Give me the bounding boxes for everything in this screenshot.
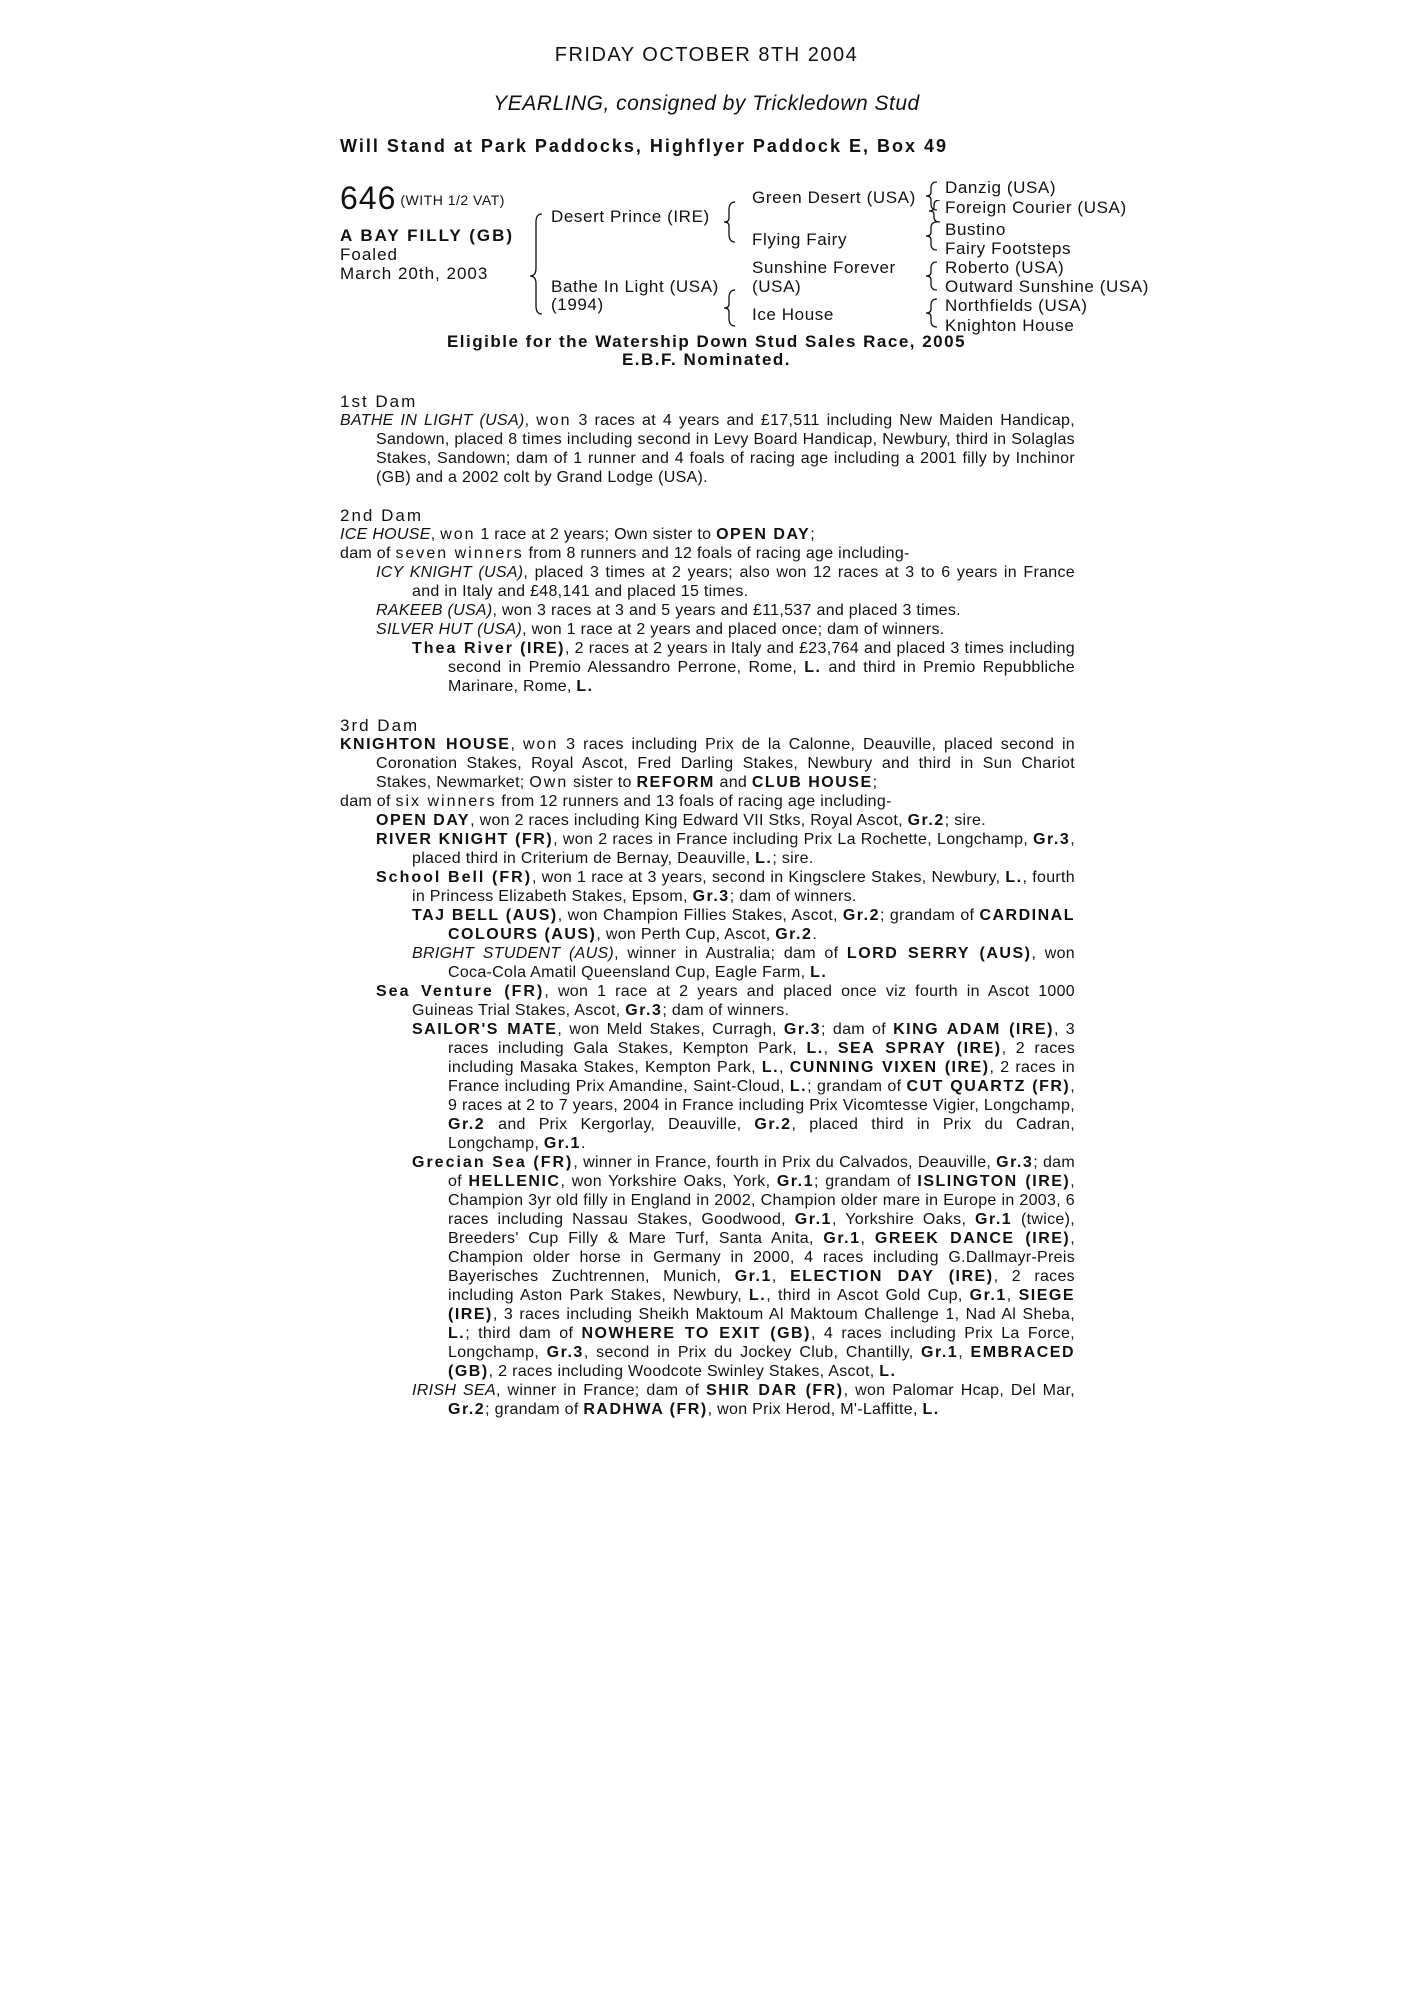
horse-description: [340, 226, 514, 283]
progeny-text: and Prix Kergorlay, Deauville,: [485, 1116, 755, 1133]
listed-mark: L.: [749, 1287, 767, 1304]
group-mark: Gr.2: [907, 812, 945, 829]
list-item: [376, 811, 1075, 830]
progeny-text: , 2 races including Masaka Stakes, Kempton Park,: [448, 1040, 1076, 1076]
progeny-text: , third in Ascot Gold Cup,: [766, 1287, 970, 1304]
second-dam-won: won: [440, 526, 476, 543]
progeny-text: , placed third in Criterium de Bernay, Deauville,: [412, 831, 1075, 867]
progeny-text: , won Yorkshire Oaks, York,: [560, 1173, 777, 1190]
dam-of-suffix: from 12 runners and 13 foals of racing age including-: [496, 793, 892, 810]
listed-mark: L.: [1005, 869, 1023, 886]
progeny-name: School Bell (FR): [376, 869, 533, 886]
pedigree-ss-dam: Foreign Courier (USA): [945, 198, 1127, 217]
group-mark: Gr.1: [969, 1287, 1007, 1304]
progeny-text: , fourth in Princess Elizabeth Stakes, Epsom,: [412, 869, 1075, 905]
progeny-name: ICY KNIGHT (USA): [376, 564, 524, 581]
progeny-name: RADHWA (FR): [583, 1401, 708, 1418]
sale-date: FRIDAY OCTOBER 8TH 2004: [554, 44, 859, 66]
progeny-name: SEA SPRAY (IRE): [837, 1040, 1002, 1057]
progeny-text: , 9 races at 2 to 7 years, 2004 in France including Prix Vicomtesse Vigier, Longchamp,: [448, 1078, 1075, 1114]
listed-mark: L.: [789, 1078, 808, 1095]
group-mark: Gr.3: [692, 888, 730, 905]
pedigree-sd-dam: Fairy Footsteps: [945, 239, 1072, 258]
pedigree-ds-sire: Roberto (USA): [945, 258, 1065, 277]
group-mark: Gr.2: [448, 1401, 486, 1418]
group-mark: Gr.1: [776, 1173, 814, 1190]
listed-mark: L.: [755, 850, 773, 867]
pedigree-dam-dam: Ice House: [752, 305, 834, 324]
progeny-name: TAJ BELL (AUS): [412, 907, 558, 924]
pedigree-sire-dam: Flying Fairy: [752, 230, 848, 249]
third-dam-progeny-summary: [340, 792, 1075, 811]
progeny-text: ; third dam of: [465, 1325, 582, 1342]
progeny-name: ISLINGTON (IRE): [917, 1173, 1071, 1190]
progeny-text: , won 1 race at 2 years and placed once viz fourth in Ascot 1000 Guineas Trial Stakes, Ascot,: [412, 983, 1076, 1019]
third-dam-text: 3 races including Prix de la Calonne, Deauville, placed second in Coronation Stakes, Royal Ascot, Fred Darling Stakes, Newbury and third in Sun Chariot Stakes, Newmarket;: [376, 736, 1076, 791]
group-mark: Gr.3: [625, 1002, 663, 1019]
listed-mark: L.: [922, 1401, 940, 1418]
progeny-text: , won Meld Stakes, Curragh,: [557, 1021, 784, 1038]
progeny-text: , won 2 races in France including Prix La Rochette, Longchamp,: [553, 831, 1034, 848]
first-dam-text: 3 races at 4 years and £17,511 including New Maiden Handicap, Sandown, placed 8 times including second in Levy Board Handicap, Newbury, third in Solaglas Stakes, Sandown; dam of 1 runner and 4 foals of racing age including a 2001 filly by Inchinor (GB) and a 2002 colt by Grand Lodge (USA).: [376, 412, 1075, 486]
progeny-text: , 2 races in France including Prix Amandine, Saint-Cloud,: [448, 1059, 1075, 1095]
progeny-text: ; dam of: [821, 1021, 894, 1038]
progeny-text: and third in Premio Repubbliche Marinare, Rome,: [448, 659, 1075, 695]
pedigree-sire-sire: Green Desert (USA): [752, 188, 916, 207]
group-mark: Gr.1: [794, 1211, 832, 1228]
progeny-text: , placed third in Prix du Cadran, Longchamp,: [448, 1116, 1075, 1152]
list-item: [376, 982, 1075, 1020]
progeny-text: , Champion older horse in Germany in 2000, 4 races including G.Dallmayr-Preis Bayerisches Zuchtrennen, Munich,: [448, 1230, 1075, 1285]
sibling-name: REFORM: [636, 774, 715, 791]
progeny-name: SHIR DAR (FR): [706, 1382, 844, 1399]
third-dam-won: won: [522, 736, 559, 753]
group-mark: Gr.2: [842, 907, 880, 924]
progeny-text: , winner in France, fourth in Prix du Calvados, Deauville,: [573, 1154, 997, 1171]
progeny-name: SAILOR'S MATE: [412, 1021, 558, 1038]
first-dam-title: 1st Dam: [340, 392, 418, 411]
list-item: [376, 601, 1075, 620]
second-dam-progeny-summary: [340, 544, 1075, 563]
third-dam-name: KNIGHTON HOUSE: [340, 736, 511, 753]
pedigree-brackets-gen3: [925, 178, 945, 338]
pedigree-dam-year: (1994): [551, 295, 604, 314]
progeny-name: KING ADAM (IRE): [893, 1021, 1054, 1038]
pedigree-dd-dam: Knighton House: [945, 316, 1075, 335]
sibling-name: CLUB HOUSE: [751, 774, 873, 791]
progeny-text: ; dam of: [448, 1154, 1075, 1190]
second-dam-name: ICE HOUSE: [340, 526, 431, 543]
vat-note: (WITH 1/2 VAT): [400, 192, 505, 208]
group-mark: Gr.2: [448, 1116, 486, 1133]
own-sister-label: Own: [529, 774, 569, 791]
stabling-location: Will Stand at Park Paddocks, Highflyer Paddock E, Box 49: [340, 136, 948, 156]
progeny-name: RIVER KNIGHT (FR): [376, 831, 554, 848]
second-dam-title: 2nd Dam: [340, 506, 423, 525]
group-mark: Gr.3: [1033, 831, 1071, 848]
pedigree-ss-sire: Danzig (USA): [945, 178, 1057, 197]
dam-of-winners: seven winners: [395, 545, 524, 562]
list-item: Grecian Sea (FR), winner in France, fourth in Prix du Calvados, Deauville, Gr.3; dam of HELLENIC, won Yorkshire Oaks, York, Gr.1; grandam of ISLINGTON (IRE), Champion 3yr old filly in England in 2002, Champion older mare in Europe in 2003, 6 races including Nassau Stakes, Goodwood, Gr.1, Yorkshire Oaks, Gr.1 (twice), Breeders' Cup Filly & Mare Turf, Santa Anita, Gr.1, GREEK DANCE (IRE), Champion older horse in Germany in 2000, 4 races including G.Dallmayr-Preis Bayerisches Zuchtrennen, Munich, Gr.1, ELECTION DAY (IRE), 2 races including Aston Park Stakes, Newbury, L., third in Ascot Gold Cup, Gr.1, SIEGE (IRE), 3 races including Sheikh Maktoum Al Maktoum Challenge 1, Nad Al Sheba, L.; third dam of NOWHERE TO EXIT (GB), 4 races including Prix La Force, Longchamp, Gr.3, second in Prix du Jockey Club, Chantilly, Gr.1, EMBRACED (GB), 2 races including Woodcote Swinley Stakes, Ascot, L.: [412, 1154, 1075, 1380]
list-item: [376, 868, 1075, 906]
dam-of-prefix: dam of: [340, 545, 396, 562]
list-item: [412, 1381, 1075, 1419]
second-dam-text: 1 race at 2 years; Own sister to: [475, 526, 717, 543]
group-mark: Gr.3: [783, 1021, 822, 1038]
group-mark: Gr.1: [734, 1268, 772, 1285]
dam-of-winners: six winners: [395, 793, 497, 810]
third-dam-section: [340, 716, 1075, 1419]
pedigree-dam-sire-suffix: (USA): [752, 277, 802, 296]
conjunction: and: [714, 774, 752, 791]
listed-mark: L.: [576, 678, 594, 695]
progeny-text: , second in Prix du Jockey Club, Chantilly,: [583, 1344, 922, 1361]
progeny-text: , 2 races at 2 years in Italy and £23,764 and placed 3 times including second in Premio Alessandro Perrone, Rome,: [448, 640, 1075, 676]
first-dam-record: BATHE IN LIGHT (USA), won 3 races at 4 years and £17,511 including New Maiden Handicap, Sandown, placed 8 times including second in Levy Board Handicap, Newbury, third in Solaglas Stakes, Sandown; dam of 1 runner and 4 foals of racing age including a 2001 filly by Inchinor (GB) and a 2002 colt by Grand Lodge (USA).: [340, 412, 1075, 486]
eligibility-sales-race: Eligible for the Watership Down Stud Sales Race, 2005: [446, 332, 967, 351]
progeny-text: (twice), Breeders' Cup Filly & Mare Turf, Santa Anita,: [448, 1211, 1075, 1247]
list-item: TAJ BELL (AUS), won Champion Fillies Stakes, Ascot, Gr.2; grandam of CARDINAL COLOURS (AUS), won Perth Cup, Ascot, Gr.2.: [412, 907, 1075, 943]
group-mark: Gr.1: [543, 1135, 581, 1152]
progeny-text: ; grandam of: [813, 1173, 918, 1190]
progeny-name: HELLENIC: [468, 1173, 561, 1190]
progeny-text: , 4 races including Prix La Force, Longchamp,: [448, 1325, 1075, 1361]
progeny-text: , won 3 races at 3 and 5 years and £11,537 and placed 3 times.: [492, 602, 961, 619]
progeny-text: , won Coca-Cola Amatil Queensland Cup, Eagle Farm,: [448, 945, 1076, 981]
dam-of-prefix: dam of: [340, 793, 396, 810]
list-item: SAILOR'S MATE, won Meld Stakes, Curragh, Gr.3; dam of KING ADAM (IRE), 3 races including Gala Stakes, Kempton Park, L., SEA SPRAY (IRE), 2 races including Masaka Stakes, Kempton Park, L., CUNNING VIXEN (IRE), 2 races in France including Prix Amandine, Saint-Cloud, L.; grandam of CUT QUARTZ (FR), 9 races at 2 to 7 years, 2004 in France including Prix Vicomtesse Vigier, Longchamp, Gr.2 and Prix Kergorlay, Deauville, Gr.2, placed third in Prix du Cadran, Longchamp, Gr.1.: [412, 1021, 1076, 1152]
listed-mark: L.: [806, 1040, 824, 1057]
progeny-name: Sea Venture (FR): [376, 983, 545, 1000]
second-dam-record: ICE HOUSE, won 1 race at 2 years; Own sister to OPEN DAY;: [340, 526, 815, 543]
second-dam-text-end: ;: [810, 526, 815, 543]
progeny-text: , placed 3 times at 2 years; also won 12 races at 3 to 6 years in France and in Italy and £48,141 and placed 15 times.: [412, 564, 1076, 600]
progeny-name: GREEK DANCE (IRE): [874, 1230, 1071, 1247]
second-dam-sister: OPEN DAY: [716, 526, 811, 543]
progeny-name: ELECTION DAY (IRE): [790, 1268, 994, 1285]
list-item: [412, 639, 1075, 696]
pedigree-ds-dam: Outward Sunshine (USA): [945, 277, 1150, 296]
progeny-name: Grecian Sea (FR): [412, 1154, 574, 1171]
progeny-name: LORD SERRY (AUS): [846, 945, 1032, 962]
progeny-text: ; grandam of: [485, 1401, 584, 1418]
dam-of-suffix: from 8 runners and 12 foals of racing age including-: [523, 545, 910, 562]
group-mark: Gr.1: [823, 1230, 861, 1247]
progeny-name: SIEGE (IRE): [448, 1287, 1075, 1323]
eligibility-ebf: E.B.F. Nominated.: [621, 350, 792, 369]
third-dam-text: sister to: [568, 774, 637, 791]
progeny-text: , won 1 race at 2 years and placed once; dam of winners.: [522, 621, 945, 638]
progeny-text: ; grandam of: [880, 907, 980, 924]
progeny-suffix: (IRE): [514, 640, 565, 657]
progeny-name: CUNNING VIXEN (IRE): [789, 1059, 990, 1076]
progeny-name: IRISH SEA: [412, 1382, 496, 1399]
second-dam-section: [340, 506, 1075, 696]
group-mark: Gr.3: [546, 1344, 584, 1361]
progeny-name: NOWHERE TO EXIT (GB): [581, 1325, 811, 1342]
group-mark: Gr.1: [921, 1344, 959, 1361]
progeny-text: , 3 races including Gala Stakes, Kempton Park,: [448, 1021, 1075, 1057]
pedigree-sire: Desert Prince (IRE): [551, 207, 710, 226]
pedigree-sd-sire: Bustino: [945, 220, 1006, 239]
foaled-label: Foaled: [340, 245, 398, 264]
progeny-text: , won Palomar Hcap, Del Mar,: [843, 1382, 1075, 1399]
eligibility-notes: [0, 333, 1413, 369]
progeny-text: , 2 races including Woodcote Swinley Stakes, Ascot,: [488, 1363, 880, 1380]
progeny-text: ; dam of winners.: [662, 1002, 790, 1019]
horse-type: A BAY FILLY (GB): [340, 226, 515, 245]
first-dam-won: won: [536, 412, 572, 429]
pedigree-dam-sire: Sunshine Forever: [752, 258, 896, 277]
progeny-text: , 3 races including Sheikh Maktoum Al Maktoum Challenge 1, Nad Al Sheba,: [492, 1306, 1075, 1323]
list-item: [376, 563, 1075, 601]
first-dam-section: [340, 392, 1075, 487]
lot-number: [340, 180, 505, 217]
punctuation: ;: [872, 774, 878, 791]
progeny-name: CARDINAL COLOURS (AUS): [448, 907, 1075, 943]
progeny-name: OPEN DAY: [376, 812, 471, 829]
list-item: [412, 944, 1075, 982]
progeny-text: , winner in France; dam of: [495, 1382, 707, 1399]
progeny-text: , won 1 race at 3 years, second in Kingsclere Stakes, Newbury,: [532, 869, 1006, 886]
progeny-text: , won Prix Herod, M'-Laffitte,: [707, 1401, 923, 1418]
list-item: [376, 620, 1075, 639]
listed-mark: L.: [761, 1059, 780, 1076]
group-mark: Gr.2: [775, 926, 813, 943]
progeny-name: RAKEEB (USA): [376, 602, 493, 619]
group-mark: Gr.1: [975, 1211, 1013, 1228]
progeny-text: ; grandam of: [807, 1078, 907, 1095]
group-mark: Gr.2: [754, 1116, 792, 1133]
progeny-name: CUT QUARTZ (FR): [906, 1078, 1071, 1095]
list-item: [376, 830, 1075, 868]
listed-mark: L.: [810, 964, 828, 981]
progeny-text: , won 2 races including King Edward VII Stks, Royal Ascot,: [470, 812, 908, 829]
listed-mark: L.: [879, 1363, 897, 1380]
progeny-name: EMBRACED (GB): [448, 1344, 1075, 1380]
progeny-text: ; dam of winners.: [729, 888, 857, 905]
third-dam-record: KNIGHTON HOUSE, won 3 races including Prix de la Calonne, Deauville, placed second in Coronation Stakes, Royal Ascot, Fred Darling Stakes, Newbury and third in Sun Chariot Stakes, Newmarket; Own sister to REFORM and CLUB HOUSE;: [340, 736, 1076, 791]
progeny-text: ; sire.: [944, 812, 986, 829]
progeny-text: , 2 races including Aston Park Stakes, Newbury,: [448, 1268, 1075, 1304]
listed-mark: L.: [448, 1325, 466, 1342]
listed-mark: L.: [804, 659, 822, 676]
pedigree-dam: Bathe In Light (USA): [551, 277, 719, 296]
progeny-text: , Champion 3yr old filly in England in 2002, Champion older mare in Europe in 2003, 6 races including Nassau Stakes, Goodwood,: [448, 1173, 1075, 1228]
lot-number-value: 646: [340, 180, 397, 216]
progeny-text: , won Champion Fillies Stakes, Ascot,: [557, 907, 843, 924]
progeny-text: , won Perth Cup, Ascot,: [596, 926, 776, 943]
third-dam-title: 3rd Dam: [340, 716, 420, 735]
progeny-text: , winner in Australia; dam of: [614, 945, 847, 962]
first-dam-name: BATHE IN LIGHT (USA): [340, 412, 525, 429]
foaled-date: March 20th, 2003: [340, 264, 489, 283]
pedigree-dd-sire: Northfields (USA): [945, 296, 1088, 315]
group-mark: Gr.3: [996, 1154, 1034, 1171]
progeny-name: Thea River: [412, 640, 514, 657]
progeny-text: , Yorkshire Oaks,: [831, 1211, 976, 1228]
progeny-name: SILVER HUT (USA): [376, 621, 523, 638]
progeny-name: BRIGHT STUDENT (AUS): [412, 945, 615, 962]
consignment-line: YEARLING, consigned by Trickledown Stud: [493, 92, 920, 115]
progeny-text: ; sire.: [772, 850, 814, 867]
